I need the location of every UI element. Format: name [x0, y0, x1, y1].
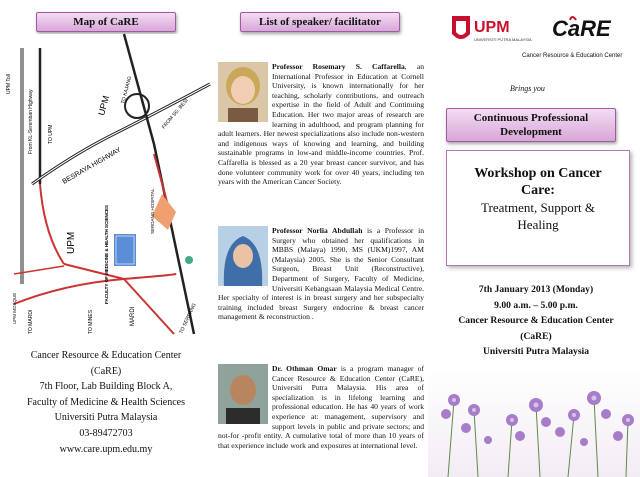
workshop-subtitle: Healing: [517, 217, 559, 232]
label-to-mines: TO MINES: [88, 309, 94, 334]
address-line: (CaRE): [90, 365, 122, 377]
speaker-photo-caffarella: [218, 62, 268, 122]
cpd-banner: [446, 108, 616, 142]
event-date: 7th January 2013 (Monday): [478, 284, 594, 295]
care-subtitle: Cancer Resource & Education Center: [522, 53, 623, 59]
workshop-subtitle: Treatment, Support &: [481, 200, 595, 215]
event-venue: (CaRE): [520, 330, 552, 342]
speaker-entry: [218, 62, 424, 187]
speaker-name: Professor Norlia Abdullah: [272, 226, 363, 235]
map-title: Map of CaRE: [36, 12, 176, 32]
label-faculty: FACULTY OF MEDICINE & HEALTH SCIENCES: [104, 204, 109, 304]
speaker-entry: [218, 226, 424, 322]
speaker-title: List of speaker/ facilitator: [240, 12, 400, 32]
cpd-line: Development: [500, 126, 562, 138]
care-logo-text: CaRE: [552, 16, 611, 41]
location-map: [4, 34, 210, 340]
label-upm-large: UPM: [96, 94, 112, 117]
address-line: 7th Floor, Lab Building Block A,: [39, 381, 173, 393]
speaker-photo-norlia: [218, 226, 268, 286]
speaker-photo-othman: [218, 364, 268, 424]
workshop-title: Workshop on Cancer: [474, 166, 602, 181]
event-venue: Universiti Putra Malaysia: [482, 346, 590, 357]
upm-logo: [450, 12, 532, 50]
mosque-marker: [185, 256, 193, 264]
address-line: Universiti Putra Malaysia: [54, 412, 158, 424]
cover-panel: [428, 0, 640, 477]
faculty-building: [114, 234, 136, 266]
workshop-title: Care:: [521, 183, 555, 198]
cpd-line: Continuous Professional: [473, 112, 589, 124]
label-upm-mosque: UPM MOSQUE: [12, 292, 17, 324]
event-venue: Cancer Resource & Education Center: [458, 315, 614, 326]
speaker-panel: [212, 0, 428, 477]
address-line: Cancer Resource & Education Center: [30, 350, 182, 361]
flowers-decoration: [428, 370, 640, 477]
phone-number: 03-89472703: [79, 427, 133, 439]
brings-you: Brings you: [510, 84, 545, 93]
care-logo: [548, 12, 630, 42]
label-besraya: BESRAYA HIGHWAY: [61, 146, 123, 186]
address-block: [0, 348, 212, 457]
event-time: 9.00 a.m. – 5.00 p.m.: [494, 299, 578, 311]
label-from-sg-besi: FROM SG. BESI: [160, 97, 190, 131]
label-upm-toll: UPM Toll: [6, 74, 12, 94]
speaker-bio: is a Professor in Surgery who obtained her qualifications in MBBS (Malaya) 1990, MS (UKM)1997, AM (Malaysia) 2005. She is the Senior Consultant Surgeon, Breast Unit (Reconstructive), Department of Surgery, Faculty of Medicine, Universiti Kebangsaan Malaysia Medical Centre. Her specialty of interest is in breast surgery and her subspecialty training included breast Surgery endocrine & breast cancer management & reconstruction .: [218, 226, 424, 322]
address-line: Faculty of Medicine & Health Sciences: [26, 396, 185, 408]
speaker-name: Dr. Othman Omar: [272, 364, 337, 373]
event-details: [438, 282, 634, 360]
map-panel: [0, 0, 212, 477]
workshop-title-box: [446, 150, 630, 266]
speaker-bio: , an International Professor in Education at Cornell University, is known internationally for her teaching, scholarly contributions, and outreach expertise in the field of Adult and Continuing Education. Her two major areas of research are learning in adulthood, and program planning for adult learners. Her newest specializations also include non-western and indigenous ways of knowing and learning, and building sustainable programs in low-and middle-income countries. Prof. Caffarella is blessed as a 20 year breast cancer survivor, and has done volunteer community work for over 40 years, including ten years with the American Cancer Society.: [218, 62, 424, 187]
speaker-name: Professor Rosemary S. Caffarella: [272, 62, 405, 71]
speaker-bio: is a program manager of Cancer Resource & Education Center (CaRE), Universiti Putra Malaysia. His area of specialization is in lifelong learning and professional education. He has 40 years of work experience at: management, supervisory and support levels in public and private sectors; and not-for -profit entity. A cumulative total of more than 10 years of that experience include work and exposures at international level.: [218, 364, 424, 450]
website-link[interactable]: www.care.upm.edu.my: [59, 443, 153, 455]
label-serdang-hospital: SERDANG HOSPITAL: [150, 188, 155, 234]
label-from-seremban: From KL-Seremban Highway: [28, 89, 34, 154]
label-upm-center: UPM: [66, 231, 77, 254]
upm-logo-subtext: UNIVERSITI PUTRA MALAYSIA: [474, 37, 532, 42]
label-to-kajang: TO KAJANG: [120, 75, 134, 105]
label-to-upm: TO UPM: [48, 124, 54, 144]
speaker-entry: [218, 364, 424, 450]
label-to-mardi: TO MARDI: [28, 309, 34, 334]
upm-logo-text: UPM: [474, 19, 510, 36]
label-to-serdang: TO SERDANG: [178, 302, 198, 335]
label-mardi: MARDI: [130, 306, 136, 326]
